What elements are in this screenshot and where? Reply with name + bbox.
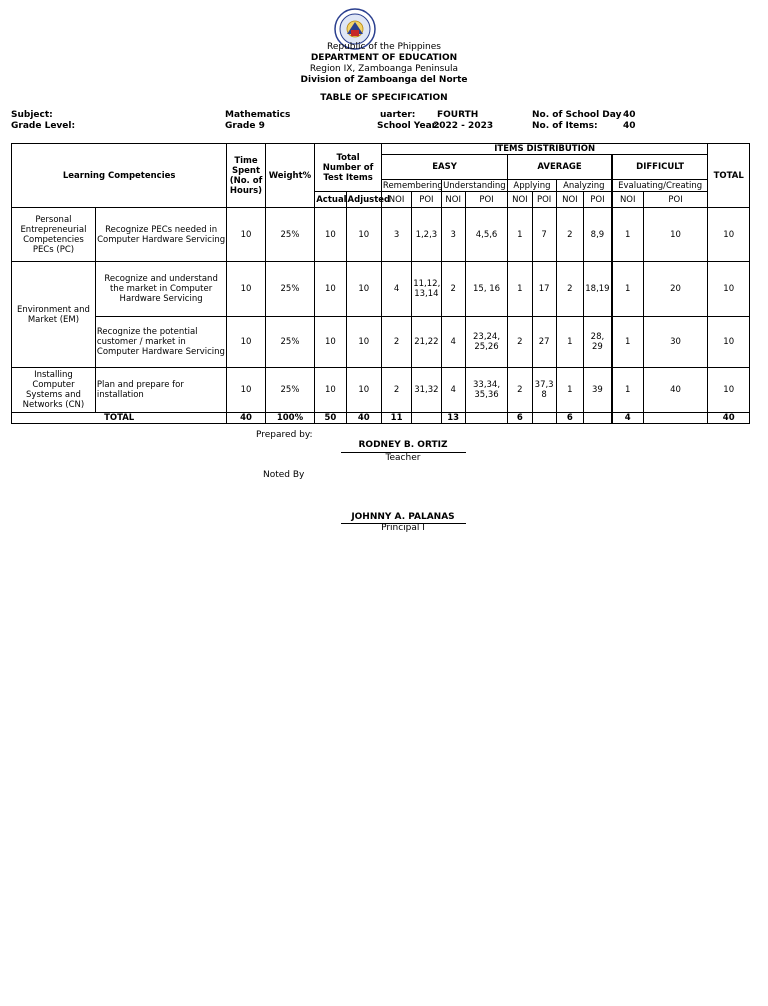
weight-cell: 25% [265, 208, 315, 262]
applying-noi-cell: 1 [508, 262, 532, 317]
adjusted-cell: 10 [346, 317, 381, 368]
header-applying: Applying [508, 180, 557, 192]
evaluating-poi-cell: 30 [643, 317, 708, 368]
applying-noi-cell: 2 [508, 368, 532, 413]
applying-noi-cell: 1 [508, 208, 532, 262]
applying-poi-cell: 17 [532, 262, 556, 317]
analyzing-noi-cell: 1 [556, 317, 583, 368]
quarter-value: FOURTH [437, 110, 479, 120]
adjusted-cell: 10 [346, 368, 381, 413]
header-noi: NOI [556, 192, 583, 208]
remembering-noi-cell: 3 [381, 208, 411, 262]
header-poi: POI [643, 192, 708, 208]
school-year-value: 2022 - 2023 [433, 121, 494, 131]
header-remembering: Remembering [382, 180, 443, 191]
remembering-noi-cell: 2 [381, 368, 411, 413]
domain-cell: Environment and Market (EM) [12, 262, 96, 368]
weight-cell: 25% [265, 317, 315, 368]
table-row [12, 208, 750, 262]
evaluating-noi-cell: 1 [612, 208, 643, 262]
header-weight: Weight% [265, 144, 315, 208]
header-poi: POI [412, 192, 441, 208]
analyzing-noi-cell: 1 [556, 368, 583, 413]
totals-evaluating-noi: 4 [612, 413, 643, 424]
header-noi: NOI [508, 192, 532, 208]
totals-empty [584, 413, 612, 424]
applying-poi-cell: 7 [532, 208, 556, 262]
actual-cell: 10 [315, 208, 346, 262]
teacher-title: Teacher [385, 453, 421, 463]
remembering-poi-cell: 11,12, 13,14 [412, 262, 441, 317]
row-total-cell: 10 [708, 208, 750, 262]
table-row [12, 368, 750, 413]
header-difficult: DIFFICULT [612, 155, 708, 180]
header-region: Region IX, Zamboanga Peninsula [309, 64, 459, 74]
header-republic: Republic of the Phippines [327, 42, 441, 52]
prepared-by-label: Prepared by: [256, 430, 313, 440]
school-days-value: 40 [623, 110, 636, 120]
analyzing-poi-cell: 8,9 [584, 208, 612, 262]
totals-empty [532, 413, 556, 424]
subject-value: Mathematics [225, 110, 291, 120]
totals-remembering-noi: 11 [381, 413, 411, 424]
evaluating-noi-cell: 1 [612, 262, 643, 317]
totals-actual: 50 [315, 413, 346, 424]
header-total: TOTAL [708, 144, 750, 208]
subject-label: Subject: [11, 110, 53, 120]
time-cell: 10 [227, 368, 265, 413]
school-year-label: School Year: [377, 121, 440, 131]
remembering-poi-cell: 21,22 [412, 317, 441, 368]
analyzing-poi-cell: 18,19 [584, 262, 612, 317]
grade-label: Grade Level: [11, 121, 76, 131]
analyzing-noi-cell: 2 [556, 262, 583, 317]
applying-noi-cell: 2 [508, 317, 532, 368]
header-department: DEPARTMENT OF EDUCATION [310, 53, 458, 63]
totals-applying-noi: 6 [508, 413, 532, 424]
totals-time: 40 [227, 413, 265, 424]
row-total-cell: 10 [708, 317, 750, 368]
competency-cell: Recognize PECs needed in Computer Hardware Servicing [95, 208, 226, 262]
actual-cell: 10 [315, 262, 346, 317]
remembering-noi-cell: 4 [381, 262, 411, 317]
teacher-name: RODNEY B. ORTIZ [358, 440, 448, 450]
totals-weight: 100% [265, 413, 315, 424]
understanding-poi-cell: 33,34, 35,36 [465, 368, 507, 413]
evaluating-poi-cell: 20 [643, 262, 708, 317]
items-label: No. of Items: [532, 121, 598, 131]
header-actual: Actual [315, 192, 346, 208]
domain-cell: Personal Entrepreneurial Competencies PECs (PC) [12, 208, 96, 262]
understanding-noi-cell: 2 [441, 262, 465, 317]
applying-poi-cell: 27 [532, 317, 556, 368]
principal-name: JOHNNY A. PALANAS [351, 512, 455, 522]
table-row [12, 262, 750, 317]
competency-cell: Recognize and understand the market in Computer Hardware Servicing [95, 262, 226, 317]
header-adjusted: Adjusted [346, 192, 381, 208]
adjusted-cell: 10 [346, 208, 381, 262]
understanding-noi-cell: 4 [441, 317, 465, 368]
items-value: 40 [623, 121, 636, 131]
header-learning-competencies: Learning Competencies [12, 144, 227, 208]
understanding-noi-cell: 3 [441, 208, 465, 262]
weight-cell: 25% [265, 262, 315, 317]
header-easy: EASY [381, 155, 507, 180]
totals-empty [643, 413, 708, 424]
header-poi: POI [584, 192, 612, 208]
school-days-label: No. of School Day [532, 110, 622, 120]
page-title: TABLE OF SPECIFICATION [320, 93, 448, 103]
noted-by-label: Noted By [263, 470, 305, 480]
evaluating-poi-cell: 40 [643, 368, 708, 413]
weight-cell: 25% [265, 368, 315, 413]
header-items-distribution: ITEMS DISTRIBUTION [381, 144, 708, 155]
header-time-spent: Time Spent (No. of Hours) [227, 144, 265, 208]
understanding-poi-cell: 4,5,6 [465, 208, 507, 262]
table-row [12, 317, 750, 368]
competency-cell: Plan and prepare for installation [95, 368, 226, 413]
time-cell: 10 [227, 262, 265, 317]
analyzing-noi-cell: 2 [556, 208, 583, 262]
actual-cell: 10 [315, 368, 346, 413]
totals-row [12, 413, 750, 424]
grade-value: Grade 9 [225, 121, 265, 131]
evaluating-poi-cell: 10 [643, 208, 708, 262]
header-poi: POI [465, 192, 507, 208]
totals-understanding-noi: 13 [441, 413, 465, 424]
row-total-cell: 10 [708, 262, 750, 317]
analyzing-poi-cell: 39 [584, 368, 612, 413]
totals-adjusted: 40 [346, 413, 381, 424]
time-cell: 10 [227, 317, 265, 368]
header-evaluating-creating: Evaluating/Creating [612, 180, 708, 192]
adjusted-cell: 10 [346, 262, 381, 317]
header-noi: NOI [441, 192, 465, 208]
header-average: AVERAGE [508, 155, 612, 180]
row-total-cell: 10 [708, 368, 750, 413]
competency-cell: Recognize the potential customer / market in Computer Hardware Servicing [95, 317, 226, 368]
evaluating-noi-cell: 1 [612, 317, 643, 368]
time-cell: 10 [227, 208, 265, 262]
principal-title: Principal I [381, 523, 425, 533]
remembering-poi-cell: 31,32 [412, 368, 441, 413]
remembering-noi-cell: 2 [381, 317, 411, 368]
totals-empty [412, 413, 441, 424]
header-noi: NOI [612, 192, 643, 208]
remembering-poi-cell: 1,2,3 [412, 208, 441, 262]
header-poi: POI [532, 192, 556, 208]
header-noi: NOI [381, 192, 411, 208]
totals-grand-total: 40 [708, 413, 750, 424]
header-division: Division of Zamboanga del Norte [300, 75, 468, 85]
quarter-label: uarter: [380, 110, 416, 120]
header-analyzing: Analyzing [556, 180, 612, 192]
totals-label: TOTAL [12, 413, 227, 424]
specification-table [11, 143, 750, 424]
domain-cell: Installing Computer Systems and Networks (CN) [12, 368, 96, 413]
header-understanding: Understanding [441, 180, 508, 192]
understanding-poi-cell: 23,24, 25,26 [465, 317, 507, 368]
analyzing-poi-cell: 28, 29 [584, 317, 612, 368]
totals-empty [465, 413, 507, 424]
header-total-test-items: Total Number of Test Items [315, 144, 382, 192]
understanding-noi-cell: 4 [441, 368, 465, 413]
evaluating-noi-cell: 1 [612, 368, 643, 413]
actual-cell: 10 [315, 317, 346, 368]
applying-poi-cell: 37,3 8 [532, 368, 556, 413]
totals-analyzing-noi: 6 [556, 413, 583, 424]
understanding-poi-cell: 15, 16 [465, 262, 507, 317]
